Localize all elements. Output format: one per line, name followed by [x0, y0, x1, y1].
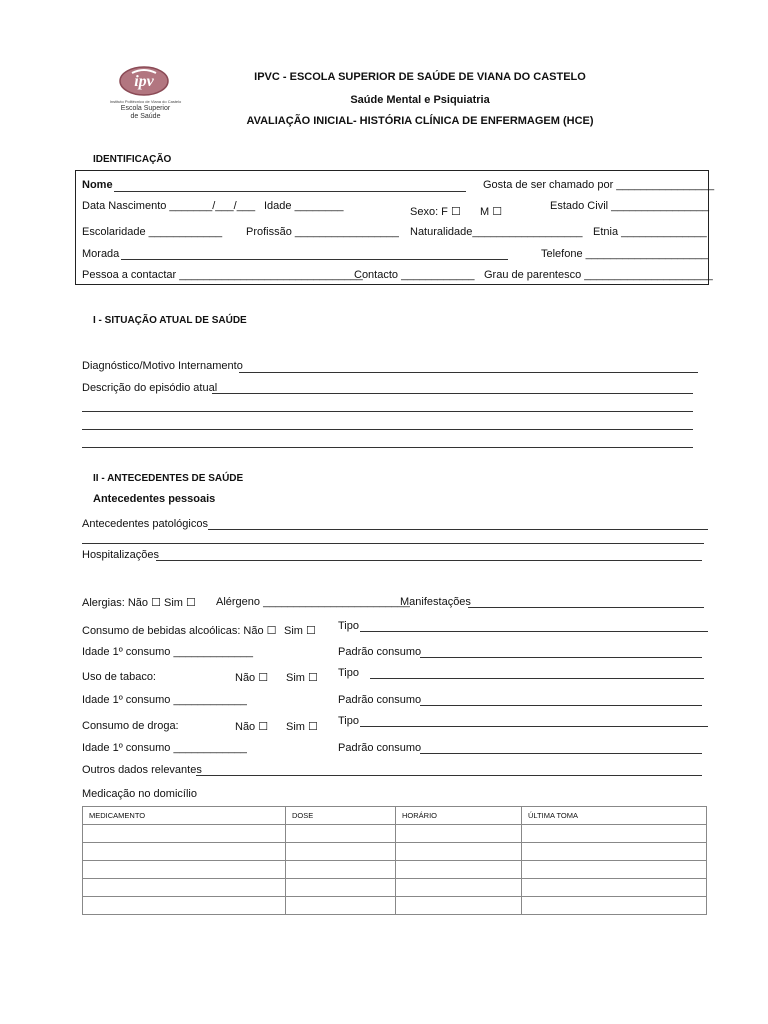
table-cell[interactable]: [286, 825, 396, 843]
section-situacao-heading: I - SITUAÇÃO ATUAL DE SAÚDE: [93, 315, 247, 326]
patologicos-label: Antecedentes patológicos: [82, 518, 208, 530]
data-nascimento-field[interactable]: Data Nascimento _______/___/___: [82, 200, 256, 212]
diagnostico-label: Diagnóstico/Motivo Internamento: [82, 360, 243, 372]
alcool-sim-checkbox[interactable]: Sim ☐: [284, 625, 316, 637]
manifestacoes-label: Manifestações: [400, 596, 471, 608]
tabaco-sim-checkbox[interactable]: Sim ☐: [286, 672, 318, 684]
table-cell[interactable]: [522, 897, 707, 915]
contacto-field[interactable]: Contacto ____________: [354, 269, 475, 281]
table-cell[interactable]: [396, 861, 522, 879]
descricao-label: Descrição do episódio atual: [82, 382, 218, 394]
outros-dados-field[interactable]: [196, 775, 702, 776]
diagnostico-field[interactable]: [239, 372, 698, 373]
alcool-nao-checkbox[interactable]: Consumo de bebidas alcoólicas: Não ☐: [82, 625, 277, 637]
nome-field[interactable]: [114, 191, 466, 192]
section-antecedentes-heading: II - ANTECEDENTES DE SAÚDE: [93, 473, 244, 484]
col-header-medicamento: MEDICAMENTO: [83, 807, 286, 825]
col-header-horario: HORÁRIO: [396, 807, 522, 825]
tabaco-label: Uso de tabaco:: [82, 671, 156, 683]
table-header-row: [83, 807, 707, 825]
outros-dados-label: Outros dados relevantes: [82, 764, 202, 776]
droga-nao-checkbox[interactable]: Não ☐: [235, 721, 269, 733]
table-row: [83, 879, 707, 897]
medicacao-table: [82, 806, 707, 915]
header-title-2: Saúde Mental e Psiquiatria: [350, 94, 490, 106]
morada-field[interactable]: [121, 259, 508, 260]
table-cell[interactable]: [286, 861, 396, 879]
table-row: [83, 825, 707, 843]
etnia-field[interactable]: Etnia ______________: [593, 226, 707, 238]
tipo-tabaco-field[interactable]: [370, 678, 704, 679]
padrao-droga-label: Padrão consumo: [338, 742, 422, 754]
padrao-alcool-field[interactable]: [420, 657, 702, 658]
table-row: [83, 861, 707, 879]
table-cell[interactable]: [522, 861, 707, 879]
idade-alcool-field[interactable]: Idade 1º consumo _____________: [82, 646, 253, 658]
padrao-tabaco-field[interactable]: [420, 705, 702, 706]
col-header-dose: DOSE: [286, 807, 396, 825]
padrao-tabaco-label: Padrão consumo: [338, 694, 422, 706]
padrao-alcool-label: Padrão consumo: [338, 646, 422, 658]
descricao-line[interactable]: [82, 447, 693, 448]
medicacao-domicilio-label: Medicação no domicílio: [82, 788, 197, 800]
descricao-field[interactable]: [212, 393, 693, 394]
table-row: [83, 897, 707, 915]
telefone-field[interactable]: Telefone ____________________: [541, 248, 708, 260]
hospitalizacoes-field[interactable]: [156, 560, 702, 561]
gosta-label[interactable]: Gosta de ser chamado por ________________: [483, 179, 715, 191]
antecedentes-pessoais-subheading: Antecedentes pessoais: [93, 493, 216, 505]
tipo-tabaco-label: Tipo: [338, 667, 359, 679]
svg-text:ipv: ipv: [134, 73, 154, 90]
idade-field[interactable]: Idade ________: [264, 200, 344, 212]
col-header-ultima-toma: ÚLTIMA TOMA: [522, 807, 707, 825]
sexo-f-checkbox[interactable]: Sexo: F ☐: [410, 206, 461, 218]
estado-civil-field[interactable]: Estado Civil ________________: [550, 200, 710, 212]
grau-parentesco-field[interactable]: Grau de parentesco _____________________: [484, 269, 713, 281]
sexo-m-checkbox[interactable]: M ☐: [480, 206, 503, 218]
naturalidade-field[interactable]: Naturalidade__________________: [410, 226, 583, 238]
idade-droga-field[interactable]: Idade 1º consumo ____________: [82, 742, 247, 754]
morada-label: Morada: [82, 248, 120, 260]
table-cell[interactable]: [522, 843, 707, 861]
table-cell[interactable]: [396, 879, 522, 897]
manifestacoes-field[interactable]: [468, 607, 704, 608]
table-cell[interactable]: [396, 843, 522, 861]
tipo-droga-field[interactable]: [360, 726, 708, 727]
escolaridade-field[interactable]: Escolaridade ____________: [82, 226, 223, 238]
ipvc-logo-mark: [98, 63, 193, 103]
table-cell[interactable]: [286, 843, 396, 861]
table-cell[interactable]: [83, 879, 286, 897]
table-cell[interactable]: [286, 897, 396, 915]
patologicos-field[interactable]: [208, 529, 708, 530]
table-cell[interactable]: [522, 879, 707, 897]
pessoa-contactar-field[interactable]: Pessoa a contactar ______________________________: [82, 269, 363, 281]
table-cell[interactable]: [286, 879, 396, 897]
table-row: [83, 843, 707, 861]
alergias-checkboxes[interactable]: Alergias: Não ☐ Sim ☐: [82, 597, 196, 609]
header-title-1: IPVC - ESCOLA SUPERIOR DE SAÚDE DE VIANA DO CASTELO: [254, 71, 586, 83]
hospitalizacoes-label: Hospitalizações: [82, 549, 160, 561]
tabaco-nao-checkbox[interactable]: Não ☐: [235, 672, 269, 684]
table-cell[interactable]: [83, 897, 286, 915]
table-cell[interactable]: [396, 897, 522, 915]
droga-sim-checkbox[interactable]: Sim ☐: [286, 721, 318, 733]
table-cell[interactable]: [83, 861, 286, 879]
section-identificacao-heading: IDENTIFICAÇÃO: [93, 154, 172, 165]
ipvc-logo: [98, 63, 193, 123]
profissao-field[interactable]: Profissão _________________: [246, 226, 399, 238]
descricao-line[interactable]: [82, 429, 693, 430]
logo-line3: de Saúde: [130, 113, 161, 120]
tipo-alcool-field[interactable]: [360, 631, 708, 632]
descricao-line[interactable]: [82, 411, 693, 412]
patologicos-line[interactable]: [82, 543, 704, 544]
tipo-droga-label: Tipo: [338, 715, 359, 727]
logo-line1: Instituto Politécnico de Viana do Castelo: [109, 99, 182, 104]
idade-tabaco-field[interactable]: Idade 1º consumo ____________: [82, 694, 247, 706]
nome-label: Nome: [82, 179, 113, 191]
table-cell[interactable]: [83, 825, 286, 843]
alergeno-field[interactable]: Alérgeno ________________________: [216, 596, 410, 608]
logo-line2: Escola Superior: [120, 105, 171, 112]
header-title-3: AVALIAÇÃO INICIAL- HISTÓRIA CLÍNICA DE ENFERMAGEM (HCE): [246, 115, 594, 127]
table-cell[interactable]: [522, 825, 707, 843]
table-cell[interactable]: [83, 843, 286, 861]
tipo-alcool-label: Tipo: [338, 620, 359, 632]
padrao-droga-field[interactable]: [420, 753, 702, 754]
droga-label: Consumo de droga:: [82, 720, 179, 732]
table-cell[interactable]: [396, 825, 522, 843]
